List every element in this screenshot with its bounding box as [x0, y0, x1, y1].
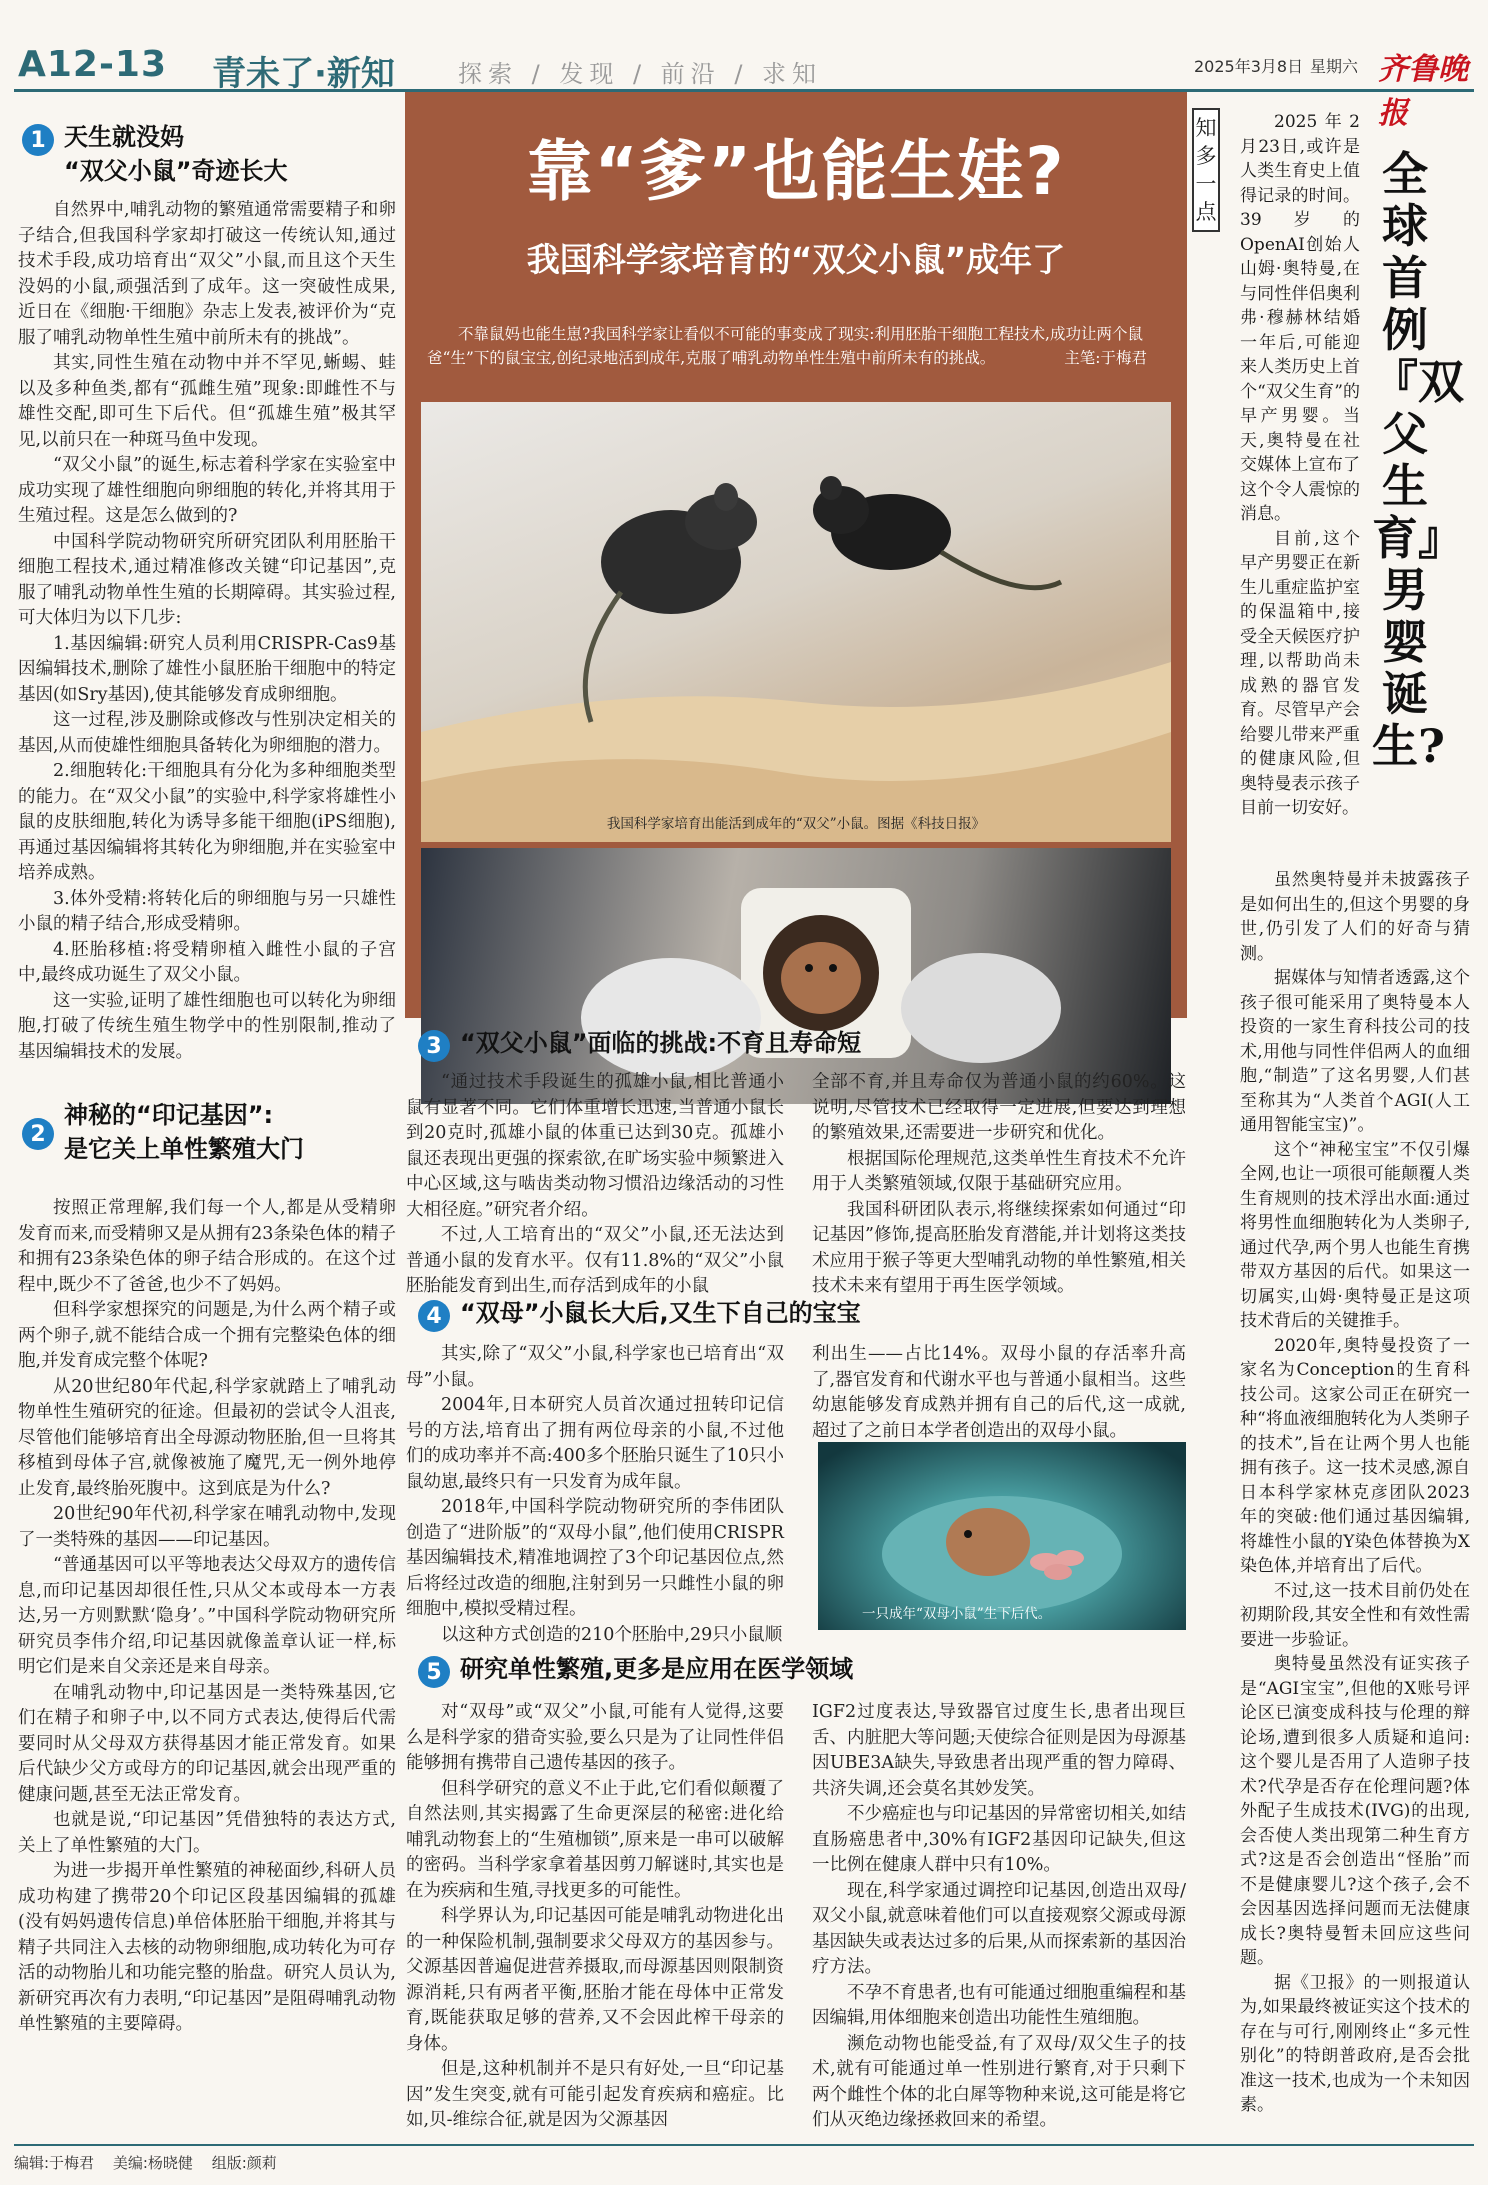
sidebar-box-title: 知多一点: [1192, 108, 1220, 232]
paragraph: 不孕不育患者,也有可能通过细胞重编程和基因编辑,用体细胞来创造出功能性生殖细胞。: [812, 1982, 1186, 2028]
section-5-number: 5: [418, 1656, 450, 1688]
paragraph: 2025年2月23日,或许是人类生育史上值得记录的时间。39岁的OpenAI创始人山姆·奥特曼,在与同性伴侣奥利弗·穆赫林结婚一年后,可能迎来人类历史上首个“双父生育”的早产男婴。当天,奥特曼在社交媒体上宣布了这个令人震惊的消息。: [1240, 112, 1360, 524]
section-3-heading: [418, 1026, 861, 1062]
sidebar-vertical-title: 全球首例『双父生育』男婴诞生?: [1372, 147, 1464, 773]
lead-text: 不靠鼠妈也能生崽?我国科学家让看似不可能的事变成了现实:利用胚胎干细胞工程技术,成功让两个鼠爸“生”下的鼠宝宝,创纪录地活到成年,克服了哺乳动物单性生殖中前所未有的挑战。: [427, 325, 1143, 367]
section-5-body-left: [406, 1700, 784, 2134]
paragraph: 目前,这个早产男婴正在新生儿重症监护室的保温箱中,接受全天候医疗护理,以帮助尚未成熟的器官发育。尽管早产会给婴儿带来严重的健康风险,但奥特曼表示孩子目前一切安好。: [1240, 528, 1360, 818]
paragraph: 其实,同性生殖在动物中并不罕见,蜥蜴、蛙以及多种鱼类,都有“孤雌生殖”现象:即雌性不与雄性交配,即可生下后代。但“孤雄生殖”极其罕见,以前只在一种斑马鱼中发现。: [18, 353, 396, 450]
paragraph: 根据国际伦理规范,这类单性生育技术不允许用于人类繁殖领域,仅限于基础研究应用。: [812, 1148, 1186, 1194]
issue-date: 2025年3月8日: [1194, 57, 1304, 76]
sidebar-body-bottom: [1240, 868, 1470, 2118]
mouse-with-pups-photo: [818, 1442, 1186, 1630]
section-1-title-line1: 天生就没妈: [64, 123, 184, 151]
mice-on-bedding-photo: [421, 402, 1171, 842]
paragraph: 3.体外受精:将转化后的卵细胞与另一只雄性小鼠的精子结合,形成受精卵。: [18, 888, 396, 934]
tube-illustration: [421, 848, 1171, 1104]
footer-editor: 编辑:于梅君: [14, 2154, 95, 2172]
section-2-title: [64, 1098, 304, 1166]
section-tagline: 探索 / 发现 / 前沿 / 求知: [458, 60, 823, 88]
paragraph: 奥特曼虽然没有证实孩子是“AGI宝宝”,但他的X账号评论区已演变成科技与伦理的辩论场,遭到很多人质疑和追问:这个婴儿是否用了人造卵子技术?代孕是否存在伦理问题?体外配子生成技术(IVG)的出现,会否使人类出现第二种生育方式?这是否会创造出“怪胎”而不是健康婴儿?这个孩子,会不会因基因选择问题而无法健康成长?奥特曼暂未回应这些问题。: [1240, 1654, 1470, 1968]
section-3-number: 3: [418, 1030, 450, 1062]
paragraph: 也就是说,“印记基因”凭借独特的表达方式,关上了单性繁殖的大门。: [18, 1810, 396, 1856]
section-5-body-right: [812, 1700, 1186, 2134]
paragraph: 科学界认为,印记基因可能是哺乳动物进化出的一种保险机制,强制要求父母双方的基因参与。父源基因普遍促进营养摄取,而母源基因则限制资源消耗,只有两者平衡,胚胎才能在母体中正常发育,既能获取足够的营养,又不会因此榨干母亲的身体。: [406, 1906, 784, 2054]
section-2-number: 2: [22, 1118, 54, 1150]
sidebar-body-top: [1240, 110, 1360, 821]
mice-illustration: [421, 402, 1171, 842]
paragraph: 对“双母”或“双父”小鼠,可能有人觉得,这要么是科学家的猎奇实验,要么只是为了让同性伴侣能够拥有携带自己遗传基因的孩子。: [406, 1702, 784, 1773]
newspaper-logo: 齐鲁晚报: [1378, 52, 1468, 131]
main-subheadline: 我国科学家培育的“双父小鼠”成年了: [526, 240, 1066, 279]
paragraph: 但是,这种机制并不是只有好处,一旦“印记基因”发生突变,就有可能引起发育疾病和癌症。比如,贝-维综合征,就是因为父源基因: [406, 2059, 784, 2130]
byline: 主笔:于梅君: [1064, 349, 1147, 367]
section-1-title: [64, 120, 288, 188]
paragraph: 2020年,奥特曼投资了一家名为Conception的生育科技公司。这家公司正在研究一种“将血液细胞转化为人类卵子的技术”,旨在让两个男人也能拥有孩子。这一技术灵感,源自日本科学家林克彦团队2023年的突破:他们通过基因编辑,将雄性小鼠的Y染色体替换为X染色体,并培育出了后代。: [1240, 1335, 1470, 1576]
paragraph: 在哺乳动物中,印记基因是一类特殊基因,它们在精子和卵子中,以不同方式表达,使得后代需要同时从父母双方获得基因才能正常发育。如果后代缺少父方或母方的印记基因,就会出现严重的健康问题,甚至无法正常发育。: [18, 1682, 396, 1805]
section-5-heading: [418, 1652, 853, 1688]
paragraph: 濒危动物也能受益,有了双母/双父生子的技术,就有可能通过单一性别进行繁育,对于只剩下两个雌性个体的北白犀等物种来说,这可能是将它们从灭绝边缘拯救回来的希望。: [812, 2033, 1186, 2130]
photo3-caption: 一只成年“双母小鼠”生下后代。: [862, 1606, 1052, 1622]
paragraph: 但科学家想探究的问题是,为什么两个精子或两个卵子,就不能结合成一个拥有完整染色体的细胞,并发育成完整个体呢?: [18, 1300, 396, 1371]
paragraph: 现在,科学家通过调控印记基因,创造出双母/双父小鼠,就意味着他们可以直接观察父源或母源基因缺失或表达过多的后果,从而探索新的基因治疗方法。: [812, 1880, 1186, 1977]
section-1-title-line2: “双父小鼠”奇迹长大: [64, 157, 288, 185]
paragraph: 据《卫报》的一则报道认为,如果最终被证实这个技术的存在与可行,刚刚终止“多元性别化”的特朗普政府,是否会批准这一技术,也成为一个未知因素。: [1240, 1972, 1470, 2115]
paragraph: 中国科学院动物研究所研究团队利用胚胎干细胞工程技术,通过精准修改关键“印记基因”,克服了哺乳动物单性生殖的长期障碍。其实验过程,可大体归为以下几步:: [18, 531, 396, 628]
paragraph: 以这种方式创造的210个胚胎中,29只小鼠顺: [441, 1624, 783, 1645]
section-1-number: 1: [22, 124, 54, 156]
section-3-body-left: [406, 1070, 784, 1300]
paragraph: 按照正常理解,我们每一个人,都是从受精卵发育而来,而受精卵又是从拥有23条染色体的精子和拥有23条染色体的卵子结合形成的。在这个过程中,既少不了爸爸,也少不了妈妈。: [18, 1198, 396, 1295]
section-3-title: “双父小鼠”面临的挑战:不育且寿命短: [460, 1029, 862, 1057]
section-2-title-line1: 神秘的“印记基因”:: [64, 1101, 274, 1129]
paragraph: 4.胚胎移植:将受精卵植入雌性小鼠的子宫中,最终成功诞生了双父小鼠。: [18, 939, 396, 985]
paragraph: 2.细胞转化:干细胞具有分化为多种细胞类型的能力。在“双父小鼠”的实验中,科学家将雄性小鼠的皮肤细胞,转化为诱导多能干细胞(iPS细胞),再通过基因编辑将其转化为卵细胞,并在实验室中培养成熟。: [18, 761, 396, 883]
section-title: 青未了·新知: [212, 54, 395, 94]
section-1-heading: [22, 120, 288, 188]
paragraph: 虽然奥特曼并未披露孩子是如何出生的,但这个男婴的身世,仍引发了人们的好奇与猜测。: [1240, 870, 1470, 964]
page-number: A12-13: [18, 44, 167, 85]
section-2-heading: [22, 1098, 304, 1166]
issue-weekday: 星期六: [1310, 57, 1359, 76]
paragraph: 不过,这一技术目前仍处在初期阶段,其安全性和有效性需要进一步验证。: [1240, 1580, 1470, 1650]
section-4-body-right: [812, 1342, 1186, 1444]
paragraph: 利出生——占比14%。双母小鼠的存活率升高了,器官发育和代谢水平也与普通小鼠相当。这些幼崽能够发育成熟并拥有自己的后代,这一成就,超过了之前日本学者创造出的双母小鼠。: [812, 1344, 1186, 1441]
paragraph: 从20世纪80年代起,科学家就踏上了哺乳动物单性生殖研究的征途。但最初的尝试令人沮丧,尽管他们能够培育出全母源动物胚胎,但一旦将其移植到母体子宫,就像被施了魔咒,无一例外地停止发育,最终胎死腹中。这到底是为什么?: [18, 1376, 396, 1499]
paragraph: 为进一步揭开单性繁殖的神秘面纱,科研人员成功构建了携带20个印记区段基因编辑的孤雄(没有妈妈遗传信息)单倍体胚胎干细胞,并将其与精子共同注入去核的动物卵细胞,成功转化为可存活的动物胎儿和功能完整的胎盘。研究人员认为,新研究再次有力表明,“印记基因”是阻碍哺乳动物单性繁殖的主要障碍。: [18, 1861, 396, 2034]
photo1-caption: 我国科学家培育出能活到成年的“双父”小鼠。图据《科技日报》: [606, 816, 986, 832]
section-4-body-left: [406, 1342, 784, 1648]
paragraph: 我国科研团队表示,将继续探索如何通过“印记基因”修饰,提高胚胎发育潜能,并计划将这类技术应用于猴子等更大型哺乳动物的单性繁殖,相关技术未来有望用于再生医学领域。: [812, 1199, 1186, 1296]
main-headline: 靠“爹”也能生娃?: [526, 133, 1066, 210]
section-2-title-line2: 是它关上单性繁殖大门: [64, 1135, 304, 1163]
section-4-number: 4: [418, 1300, 450, 1332]
paragraph: 但科学研究的意义不止于此,它们看似颠覆了自然法则,其实揭露了生命更深层的秘密:进化给哺乳动物套上的“生殖枷锁”,原来是一串可以破解的密码。当科学家拿着基因剪刀解谜时,其实也是在为疾病和生殖,寻找更多的可能性。: [406, 1778, 784, 1901]
section-4-heading: [418, 1296, 861, 1332]
paragraph: 2004年,日本研究人员首次通过扭转印记信号的方法,培育出了拥有两位母亲的小鼠,不过他们的成功率并不高:400多个胚胎只诞生了10只小鼠幼崽,最终只有一只发育为成年鼠。: [406, 1395, 784, 1492]
masthead: [14, 42, 1474, 131]
paragraph: 20世纪90年代初,科学家在哺乳动物中,发现了一类特殊的基因——印记基因。: [18, 1504, 396, 1550]
paragraph: 据媒体与知情者透露,这个孩子很可能采用了奥特曼本人投资的一家生育科技公司的技术,用他与同性伴侣两人的血细胞,“制造”了这名男婴,人们甚至称其为“人类首个AGI(人工通用智能宝宝)”。: [1240, 968, 1470, 1135]
hero-lead: [427, 322, 1167, 370]
paragraph: 全部不育,并且寿命仅为普通小鼠的约60%。这说明,尽管技术已经取得一定进展,但要达到理想的繁殖效果,还需要进一步研究和优化。: [812, 1072, 1186, 1143]
paragraph: 这一实验,证明了雄性细胞也可以转化为卵细胞,打破了传统生殖生物学中的性别限制,推动了基因编辑技术的发展。: [18, 990, 396, 1062]
footer-layout: 组版:颜莉: [211, 2154, 277, 2172]
paragraph: “双父小鼠”的诞生,标志着科学家在实验室中成功实现了雄性细胞向卵细胞的转化,并将其用于生殖过程。这是怎么做到的?: [18, 455, 396, 526]
paragraph: 这个“神秘宝宝”不仅引爆全网,也让一项很可能颠覆人类生育规则的技术浮出水面:通过将男性血细胞转化为人类卵子,通过代孕,两个男人也能生育携带双方基因的后代。如果这一切属实,山姆·奥特曼正是这项技术背后的关键推手。: [1240, 1139, 1470, 1331]
paragraph: 1.基因编辑:研究人员利用CRISPR-Cas9基因编辑技术,删除了雄性小鼠胚胎干细胞中的特定基因(如Sry基因),使其能够发育成卵细胞。: [18, 633, 396, 705]
section-3-body-right: [812, 1070, 1186, 1300]
section-1-body: [18, 198, 396, 1065]
paragraph: 2018年,中国科学院动物研究所的李伟团队创造了“进阶版”的“双母小鼠”,他们使用CRISPR基因编辑技术,精准地调控了3个印记基因位点,然后将经过改造的细胞,注射到另一只雌性小鼠的卵细胞中,模拟受精过程。: [406, 1497, 784, 1619]
page-footer: [14, 2144, 1474, 2173]
paragraph: 其实,除了“双父”小鼠,科学家也已培育出“双母”小鼠。: [406, 1344, 784, 1390]
footer-art-editor: 美编:杨晓健: [112, 2154, 193, 2172]
paragraph: 不过,人工培育出的“双父”小鼠,还无法达到普通小鼠的发育水平。仅有11.8%的“双父”小鼠胚胎能发育到出生,而存活到成年的小鼠: [406, 1225, 784, 1296]
section-5-title: 研究单性繁殖,更多是应用在医学领域: [460, 1655, 854, 1683]
paragraph: “通过技术手段诞生的孤雄小鼠,相比普通小鼠有显著不同。它们体重增长迅速,当普通小鼠长到20克时,孤雄小鼠的体重已达到30克。孤雄小鼠还表现出更强的探索欲,在旷场实验中频繁进入中心区域,这与啮齿类动物习惯沿边缘活动的习性大相径庭。”研究者介绍。: [406, 1072, 784, 1220]
paragraph: 不少癌症也与印记基因的异常密切相关,如结直肠癌患者中,30%有IGF2基因印记缺失,但这一比例在健康人群中只有10%。: [812, 1804, 1186, 1875]
paragraph: “普通基因可以平等地表达父母双方的遗传信息,而印记基因却很任性,只从父本或母本一方表达,另一方则默默‘隐身’。”中国科学院动物研究所研究员李伟介绍,印记基因就像盖章认证一样,标明它们是来自父亲还是来自母亲。: [18, 1555, 396, 1677]
paragraph: 自然界中,哺乳动物的繁殖通常需要精子和卵子结合,但我国科学家却打破这一传统认知,通过技术手段,成功培育出“双父”小鼠,而且这个天生没妈的小鼠,顽强活到了成年。这一突破性成果,近日在《细胞·干细胞》杂志上发表,被评价为“克服了哺乳动物单性生殖中前所未有的挑战”。: [18, 200, 396, 348]
section-4-title: “双母”小鼠长大后,又生下自己的宝宝: [460, 1299, 861, 1327]
paragraph: 这一过程,涉及删除或修改与性别决定相关的基因,从而使雄性细胞具备转化为卵细胞的潜力。: [18, 710, 396, 756]
section-2-body: [18, 1196, 396, 2038]
hero-panel: [405, 92, 1187, 1018]
mouse-in-tube-photo: [421, 848, 1171, 1104]
paragraph: IGF2过度表达,导致器官过度生长,患者出现巨舌、内脏肥大等问题;天使综合征则是因为母源基因UBE3A缺失,导致患者出现严重的智力障碍、共济失调,还会莫名其妙发笑。: [812, 1702, 1186, 1799]
